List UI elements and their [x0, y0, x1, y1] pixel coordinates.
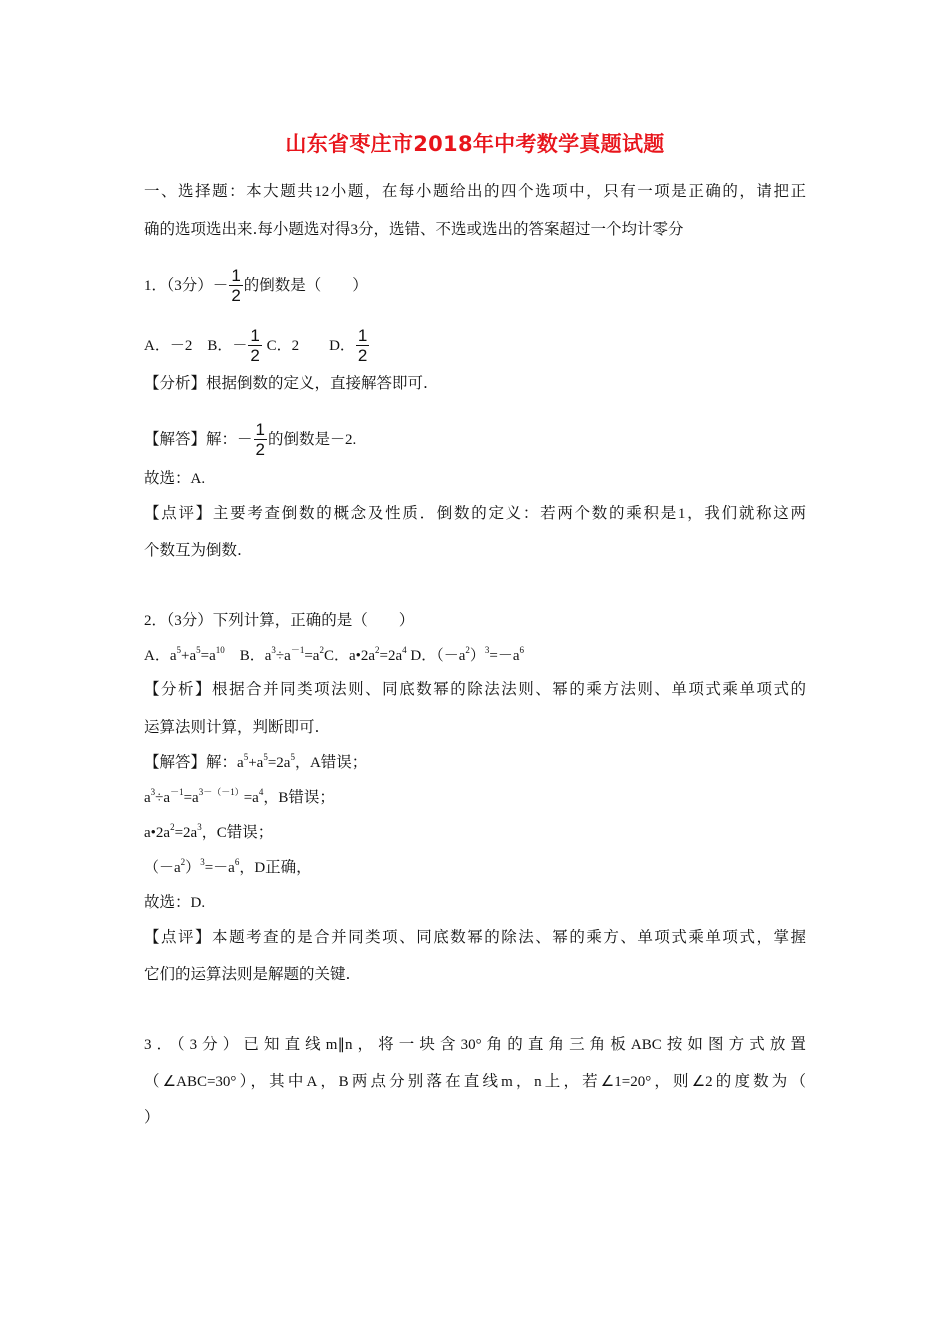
math-text: C．a•2a: [323, 648, 376, 664]
text: 小题，在每小题给出的四个选项中，只有一项是正确的，请把正: [329, 182, 806, 200]
text: 【点评】主要考查倒数的概念及性质．倒数的定义：若两个数的乘积是: [144, 504, 678, 522]
text: 的倒数是（ ）: [243, 276, 368, 294]
text-line: [144, 964, 806, 984]
math-text: D.: [190, 895, 206, 911]
text: 个数互为倒数.: [144, 541, 242, 559]
text-line: [144, 468, 806, 489]
text: 【分析】根据倒数的定义，直接解答即可.: [144, 374, 428, 392]
text: 正确，: [265, 858, 312, 876]
text: 分）已知直线: [197, 1035, 326, 1053]
math-text: ，B: [263, 790, 289, 806]
superscript: 3: [484, 645, 490, 655]
text: 错误；: [226, 823, 274, 841]
text: 确的选项选出来.每小题选对得: [144, 220, 351, 238]
denominator: 2: [231, 286, 241, 305]
math-text: （－a: [144, 860, 181, 876]
superscript: 6: [519, 645, 525, 655]
fraction: [356, 326, 369, 365]
text: 分，选错、不选或选出的答案超过一个均计零分: [357, 220, 684, 238]
text-line: [144, 266, 806, 305]
text: 分）下列计算，正确的是（ ）: [181, 611, 415, 629]
math-text: 30°: [460, 1037, 482, 1053]
superscript: 5: [290, 752, 295, 762]
text: 【解答】解：: [144, 753, 238, 771]
text-line: [144, 373, 806, 393]
text: （: [166, 276, 175, 294]
text-line: [144, 752, 806, 773]
math-text: =－a: [204, 860, 235, 876]
math-text: A，B: [306, 1074, 349, 1090]
text: 按如图方式放置: [661, 1035, 806, 1053]
numerator: 1: [250, 326, 260, 345]
math-text: =a: [183, 790, 199, 806]
text: （: [176, 1035, 190, 1053]
text: 的倒数是: [268, 430, 331, 448]
numerator: 1: [231, 266, 241, 285]
math-text: ÷a: [155, 790, 171, 806]
math-text: 3: [174, 278, 182, 294]
math-text: a: [144, 790, 151, 806]
math-text: A．－2 B．－: [144, 338, 248, 354]
math-text: =a: [304, 648, 320, 664]
text-line: [144, 927, 806, 949]
math-text: a: [237, 755, 244, 771]
text: 【点评】本题考查的是合并同类项、同底数幂的除法、幂的乘方、单项式乘单项式，掌握: [144, 928, 806, 946]
superscript: 5: [176, 645, 181, 655]
superscript: 3: [200, 857, 205, 867]
math-text: B．a: [224, 648, 272, 664]
math-text: ，C: [201, 825, 227, 841]
text: 角的直角三角板: [481, 1035, 631, 1053]
math-text: ，D: [239, 860, 266, 876]
text: ，我们就称这两: [685, 504, 806, 522]
fraction: [229, 266, 242, 305]
denominator: 2: [357, 346, 368, 365]
text-line: [144, 503, 806, 525]
superscript: －1: [170, 787, 184, 797]
text-line: [144, 717, 806, 737]
superscript: 10: [215, 645, 225, 655]
text: （: [166, 611, 175, 629]
math-text: 3: [350, 222, 358, 238]
math-text: ）: [185, 860, 201, 876]
math-text: ∠ABC=30°: [162, 1074, 237, 1090]
minus-sign: －: [237, 431, 253, 448]
text: ），其中: [236, 1072, 307, 1090]
superscript: 4: [258, 787, 264, 797]
superscript: 5: [243, 752, 249, 762]
text-line: [144, 892, 806, 913]
text: 【解答】解：: [144, 430, 238, 448]
text: 两点分别落在直线: [348, 1072, 502, 1090]
math-text: ABC: [630, 1037, 662, 1053]
superscript: 3: [197, 822, 202, 832]
text-line: [144, 326, 806, 365]
superscript: 3－（－1）: [198, 787, 244, 797]
superscript: 6: [234, 857, 240, 867]
text-line: [144, 540, 806, 560]
math-text: ）: [469, 648, 485, 664]
math-text: =2a: [267, 755, 291, 771]
superscript: 5: [196, 645, 201, 655]
text-line: [144, 1071, 806, 1093]
math-text: m∥n: [325, 1037, 353, 1053]
text-line: [144, 822, 806, 843]
math-text: 3．: [144, 1037, 177, 1053]
math-text: =－a: [489, 648, 520, 664]
text: ）: [144, 1108, 160, 1126]
text-line: [144, 645, 806, 666]
minus-sign: －: [212, 277, 229, 294]
superscript: 3: [271, 645, 276, 655]
math-text: 1．: [144, 278, 167, 294]
document-title: 山东省枣庄市2018年中考数学真题试题: [285, 132, 665, 156]
math-text: C．2 D．: [262, 338, 355, 354]
text: 故选：: [144, 893, 191, 911]
text: 它们的运算法则是解题的关键.: [144, 965, 351, 983]
text-line: [144, 1107, 806, 1127]
text: 错误；: [288, 788, 335, 806]
math-text: ∠1=20°: [600, 1074, 652, 1090]
superscript: 2: [465, 645, 470, 655]
math-text: =a: [200, 648, 216, 664]
math-text: 3: [189, 1037, 198, 1053]
text: 上，若: [541, 1072, 601, 1090]
superscript: 3: [150, 787, 156, 797]
text-line: [144, 1034, 806, 1056]
denominator: 2: [255, 440, 265, 459]
math-text: ∠2: [691, 1074, 713, 1090]
math-text: A.: [190, 471, 206, 487]
text: 分）: [181, 276, 213, 294]
fraction: [254, 420, 267, 459]
math-text: =2a: [379, 648, 403, 664]
superscript: 2: [180, 857, 186, 867]
math-text: A．a: [144, 648, 177, 664]
text-line: [144, 181, 806, 203]
superscript: －1: [290, 645, 305, 655]
math-text: D．（－a: [406, 648, 466, 664]
text: 错误；: [320, 753, 368, 771]
math-text: －2.: [330, 432, 357, 448]
numerator: 1: [255, 420, 265, 439]
math-text: m，n: [501, 1074, 542, 1090]
text: 一、选择题：本大题共: [144, 182, 315, 200]
math-text: ÷a: [275, 648, 291, 664]
text: 【分析】根据合并同类项法则、同底数幂的除法法则、幂的乘方法则、单项式乘单项式的: [144, 680, 806, 698]
math-text: +a: [248, 755, 264, 771]
text-line: [144, 857, 806, 878]
text: 运算法则计算，判断即可.: [144, 718, 320, 736]
superscript: 4: [402, 645, 407, 655]
math-text: 2．: [144, 613, 167, 629]
text: 的度数为（: [712, 1072, 806, 1090]
superscript: 2: [170, 822, 175, 832]
numerator: 1: [357, 326, 368, 345]
text-line: [144, 610, 806, 631]
text: （: [144, 1072, 163, 1090]
math-text: 3: [174, 613, 182, 629]
math-text: ，A: [294, 755, 321, 771]
math-text: 1: [677, 506, 686, 522]
text: ，则: [651, 1072, 692, 1090]
math-text: =a: [243, 790, 259, 806]
math-text: +a: [181, 648, 197, 664]
math-text: 12: [314, 184, 330, 200]
text-line: [144, 219, 806, 240]
math-text: =2a: [174, 825, 198, 841]
superscript: 2: [319, 645, 324, 655]
denominator: 2: [250, 346, 260, 365]
superscript: 2: [375, 645, 380, 655]
text: 故选：: [144, 469, 191, 487]
text-line: [144, 787, 806, 808]
text-line: [144, 679, 806, 701]
superscript: 5: [263, 752, 268, 762]
text-line: [144, 420, 806, 459]
math-text: a•2a: [144, 825, 171, 841]
text: ，将一块含: [352, 1035, 461, 1053]
fraction: [248, 326, 261, 365]
